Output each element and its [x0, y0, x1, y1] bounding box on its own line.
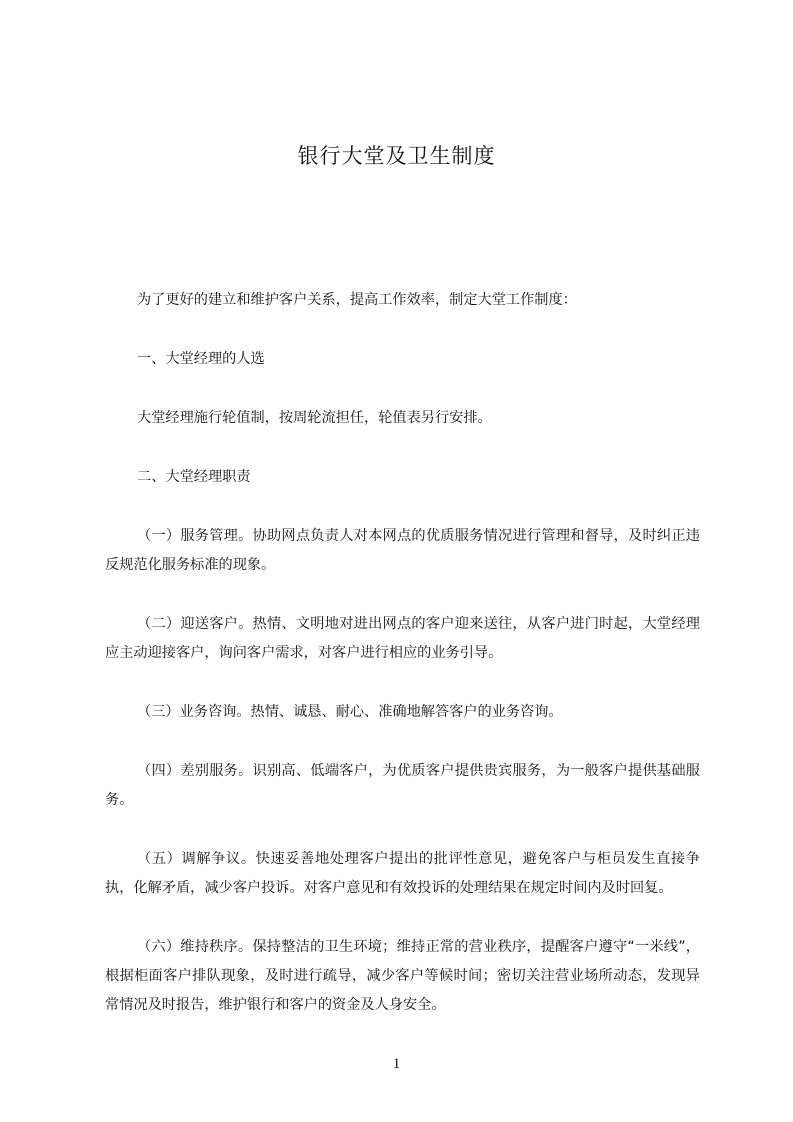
duty-maintain-order: （六）维持秩序。保持整洁的卫生环境；维持正常的营业秩序，提醒客户遵守“一米线”，根据柜面客户排队现象，及时进行疏导，减少客户等候时间；密切关注营业场所动态，发现异常情况及时报告，维护银行和客户的资金及人身安全。 — [105, 939, 700, 1013]
duty-greeting-customers: （二）迎送客户。热情、文明地对进出网点的客户迎来送往，从客户进门时起，大堂经理应主动迎接客户，询问客户需求，对客户进行相应的业务引导。 — [105, 616, 700, 661]
duty-business-consulting: （三）业务咨询。热情、诚恳、耐心、准确地解答客户的业务咨询。 — [137, 704, 563, 720]
document-title: 银行大堂及卫生制度 — [297, 144, 496, 168]
duty-service-management: （一）服务管理。协助网点负责人对本网点的优质服务情况进行管理和督导，及时纠正违反规范化服务标准的现象。 — [105, 528, 700, 573]
rotation-paragraph: 大堂经理施行轮值制，按周轮流担任，轮值表另行安排。 — [137, 410, 492, 426]
section-heading-selection: 一、大堂经理的人选 — [137, 351, 265, 367]
duty-differentiated-service: （四）差别服务。识别高、低端客户，为优质客户提供贵宾服务，为一般客户提供基础服务。 — [105, 763, 700, 808]
intro-paragraph: 为了更好的建立和维护客户关系，提高工作效率，制定大堂工作制度： — [137, 292, 577, 308]
page-number: 1 — [392, 1056, 401, 1072]
section-heading-duties: 二、大堂经理职责 — [137, 469, 251, 485]
duty-dispute-mediation: （五）调解争议。快速妥善地处理客户提出的批评性意见，避免客户与柜员发生直接争执，化解矛盾，减少客户投诉。对客户意见和有效投诉的处理结果在规定时间内及时回复。 — [105, 851, 700, 896]
document-body — [105, 286, 700, 1050]
